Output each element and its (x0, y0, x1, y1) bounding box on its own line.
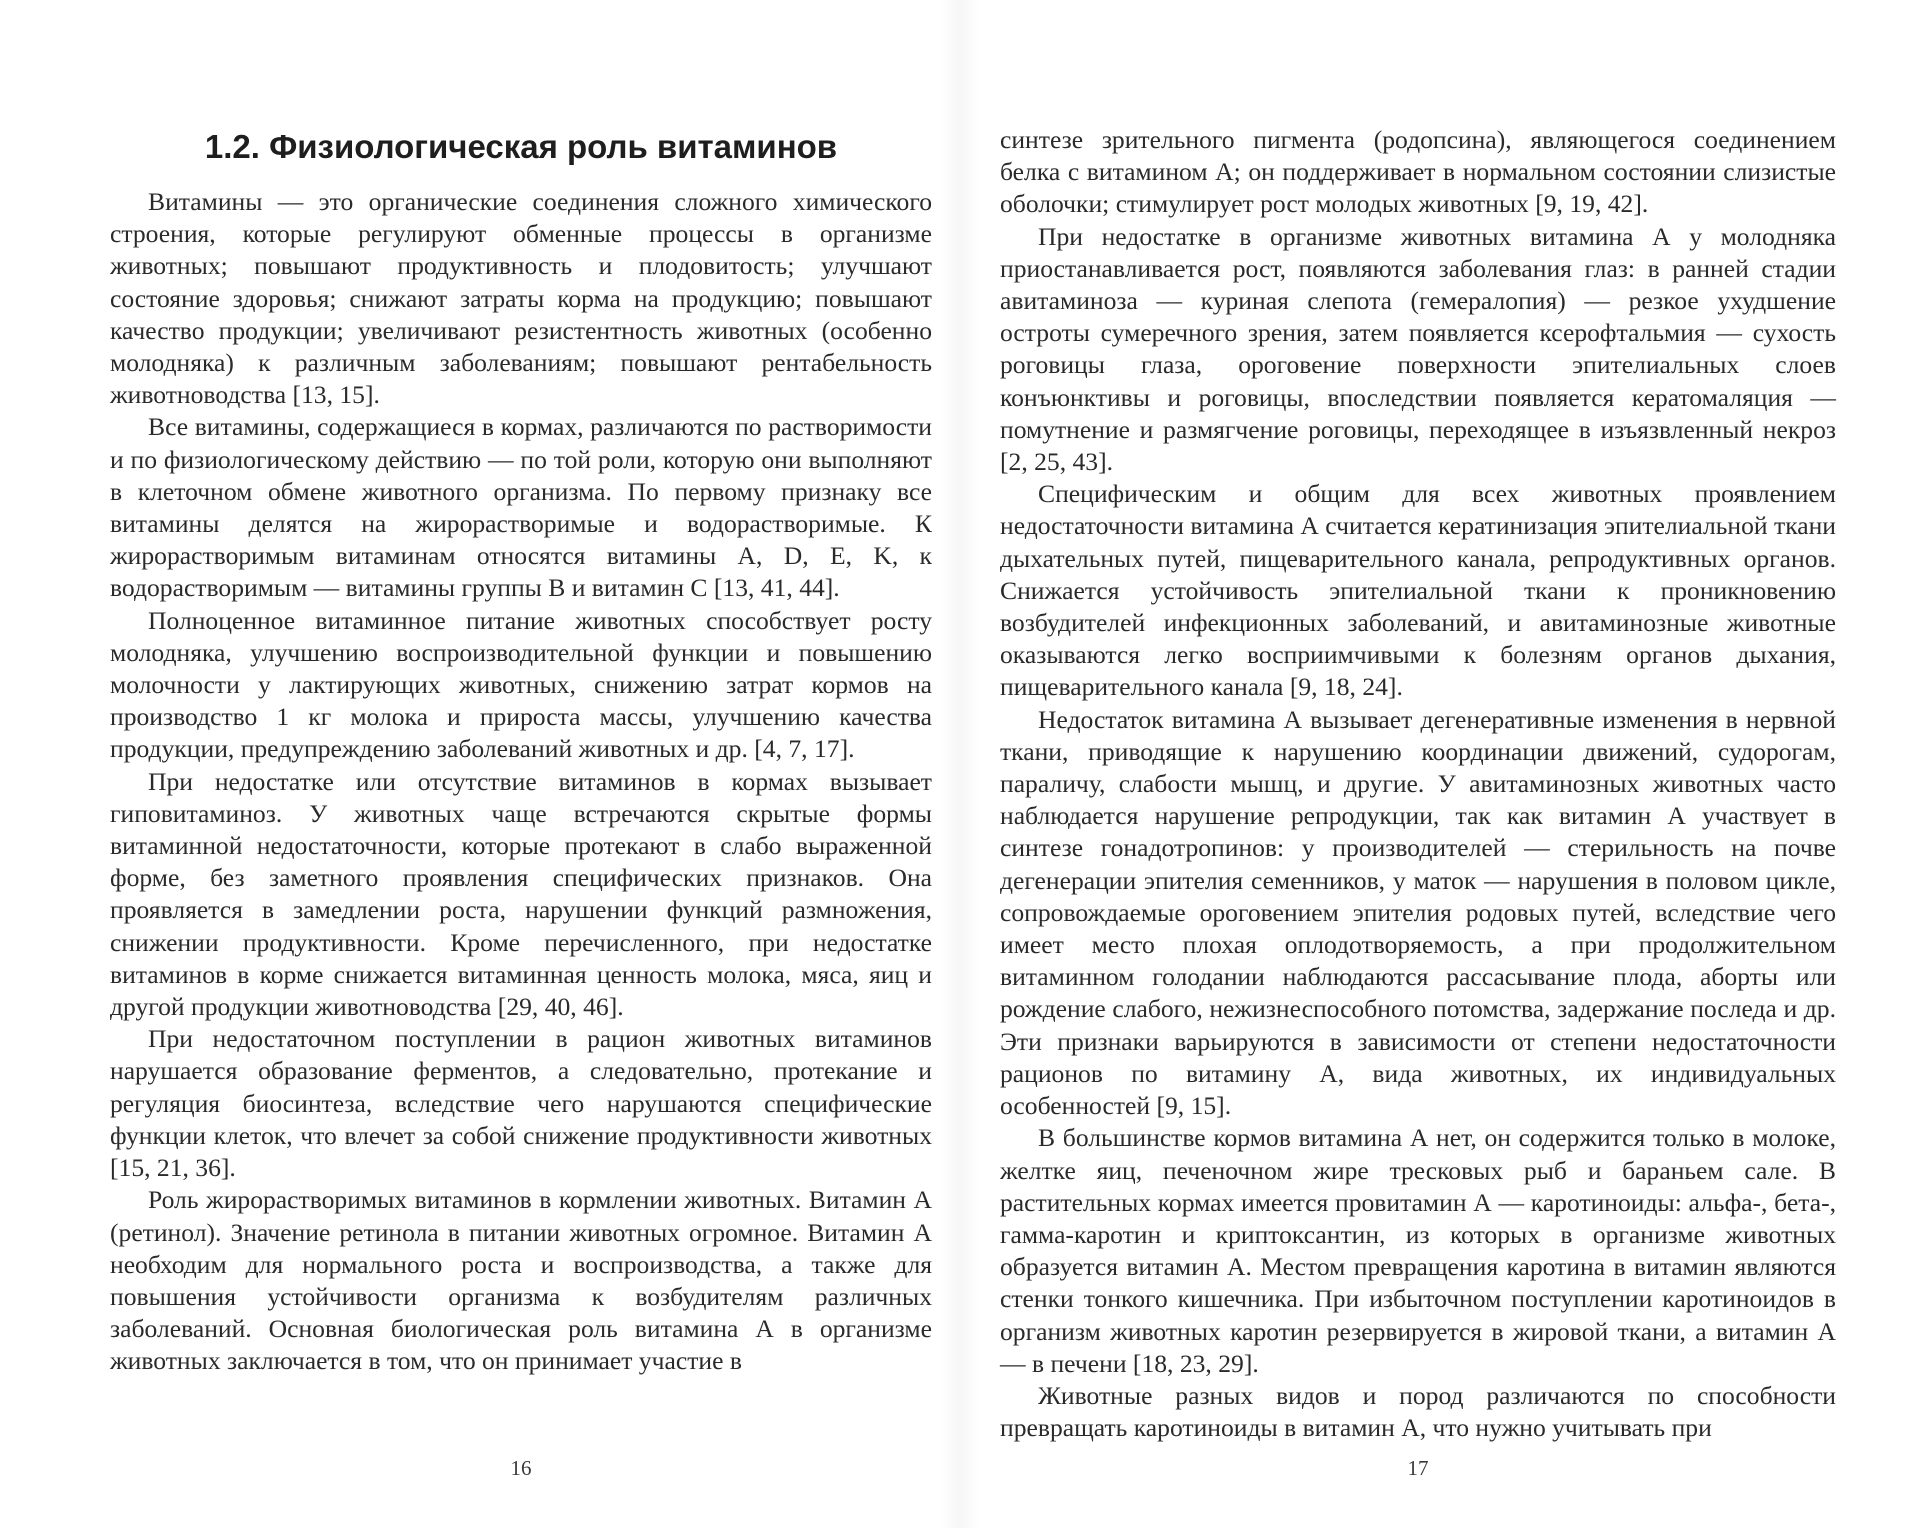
paragraph: При недостатке или отсутствие витаминов в кормах вызывает гиповитаминоз. У животных чаще встречаются скрытые формы витаминной недостаточности, которые протекают в слабо выраженной форме, без заметного проявления специфических признаков. Она проявляется в замедлении роста, нарушении функций размножения, снижении продуктивности. Кроме перечисленного, при недостатке витаминов в корме снижается витаминная ценность молока, мяса, яиц и другой продукции животноводства [29, 40, 46]. (110, 766, 932, 1022)
page-number-left: 16 (510, 1456, 532, 1480)
book-gutter (940, 0, 980, 1528)
paragraph: В большинстве кормов витамина А нет, он содержится только в молоке, желтке яиц, печеночном жире тресковых рыб и бараньем сале. В растительных кормах имеется провитамин А — каротиноиды: альфа-, бета-, гамма-каротин и криптоксантин, из которых в организме животных образуется витамин А. Местом превращения каротина в витамин являются стенки тонкого кишечника. При избыточном поступлении каротиноидов в организм животных каротин резервируется в жировой ткани, а витамин А — в печени [18, 23, 29]. (1000, 1123, 1836, 1378)
section-heading: 1.2. Физиологическая роль витаминов (204, 128, 838, 165)
paragraph: При недостатке в организме животных витамина А у молодняка приостанавливается рост, появляются заболевания глаз: в ранней стадии авитаминоза — куриная слепота (гемералопия) — резкое ухудшение остроты сумеречного зрения, затем появляется ксерофтальмия — сухость роговицы глаза, ороговение поверхности эпителиальных слоев конъюнктивы и роговицы, впоследствии появляется кератомаляция — помутнение и размягчение роговицы, переходящее в изъязвленный некроз [2, 25, 43]. (1000, 221, 1836, 477)
paragraph: Витамины — это органические соединения сложного химического строения, которые регулируют обменные процессы в организме животных; повышают продуктивность и плодовитость; улучшают состояние здоровья; снижают затраты корма на продукцию; повышают качество продукции; увеличивают резистентность животных (особенно молодняка) к различным заболеваниям; повышают рентабельность животноводства [13, 15]. (110, 187, 932, 410)
paragraph: Животные разных видов и пород различаются по способности превращать каротиноиды в витамин А, что нужно учитывать при (1000, 1380, 1836, 1443)
left-page-body (110, 186, 932, 1378)
paragraph: При недостаточном поступлении в рацион животных витаминов нарушается образование ферментов, а следовательно, протекание и регуляция биосинтеза, вследствие чего нарушаются специфические функции клеток, что влечет за собой снижение продуктивности животных [15, 21, 36]. (110, 1024, 932, 1183)
paragraph: Все витамины, содержащиеся в кормах, различаются по растворимости и по физиологическому действию — по той роли, которую они выполняют в клеточном обмене животного организма. По первому признаку все витамины делятся на жирорастворимые и водорастворимые. К жирорастворимым витаминам относятся витамины A, D, E, K, к водорастворимым — витамины группы B и витамин C [13, 41, 44]. (110, 412, 932, 603)
paragraph-continuation: синтезе зрительного пигмента (родопсина), являющегося соединением белка с витамином А; он поддерживает в нормальном состоянии слизистые оболочки; стимулирует рост молодых животных [9, 19, 42]. (1000, 125, 1836, 219)
paragraph: Недостаток витамина А вызывает дегенеративные изменения в нервной ткани, приводящие к нарушению координации движений, судорогам, параличу, слабости мышц, и другие. У авитаминозных животных часто наблюдается нарушение репродукции, так как витамин А участвует в синтезе гонадотропинов: у производителей — стерильность на почве дегенерации эпителия семенников, у маток — нарушения в половом цикле, сопровождаемые ороговением эпителия родовых путей, вследствие чего имеет место плохая оплодотворяемость, а при продолжительном витаминном голодании наблюдаются рассасывание плода, аборты или рождение слабого, нежизнеспособного потомства, задержание последа и др. Эти признаки варьируются в зависимости от степени недостаточности рационов по витамину А, вида животных, их индивидуальных особенностей [9, 15]. (1000, 704, 1836, 1121)
page-number-right: 17 (1407, 1456, 1429, 1480)
paragraph: Роль жирорастворимых витаминов в кормлении животных. Витамин А (ретинол). Значение ретинола в питании животных огромное. Витамин А необходим для нормального роста и воспроизводства, а также для повышения устойчивости организма к возбудителям различных заболеваний. Основная биологическая роль витамина А в организме животных заключается в том, что он принимает участие в (110, 1185, 932, 1376)
paragraph: Специфическим и общим для всех животных проявлением недостаточности витамина А считается кератинизация эпителиальной ткани дыхательных путей, пищеварительного канала, репродуктивных органов. Снижается устойчивость эпителиальной ткани к проникновению возбудителей инфекционных заболеваний, и авитаминозные животные оказываются легко восприимчивыми к болезням органов дыхания, пищеварительного канала [9, 18, 24]. (1000, 479, 1836, 702)
right-page-body (1000, 124, 1836, 1444)
paragraph: Полноценное витаминное питание животных способствует росту молодняка, улучшению воспроизводительной функции и повышению молочности у лактирующих животных, снижению затрат кормов на производство 1 кг молока и прироста массы, улучшению качества продукции, предупреждению заболеваний животных и др. [4, 7, 17]. (110, 605, 932, 764)
